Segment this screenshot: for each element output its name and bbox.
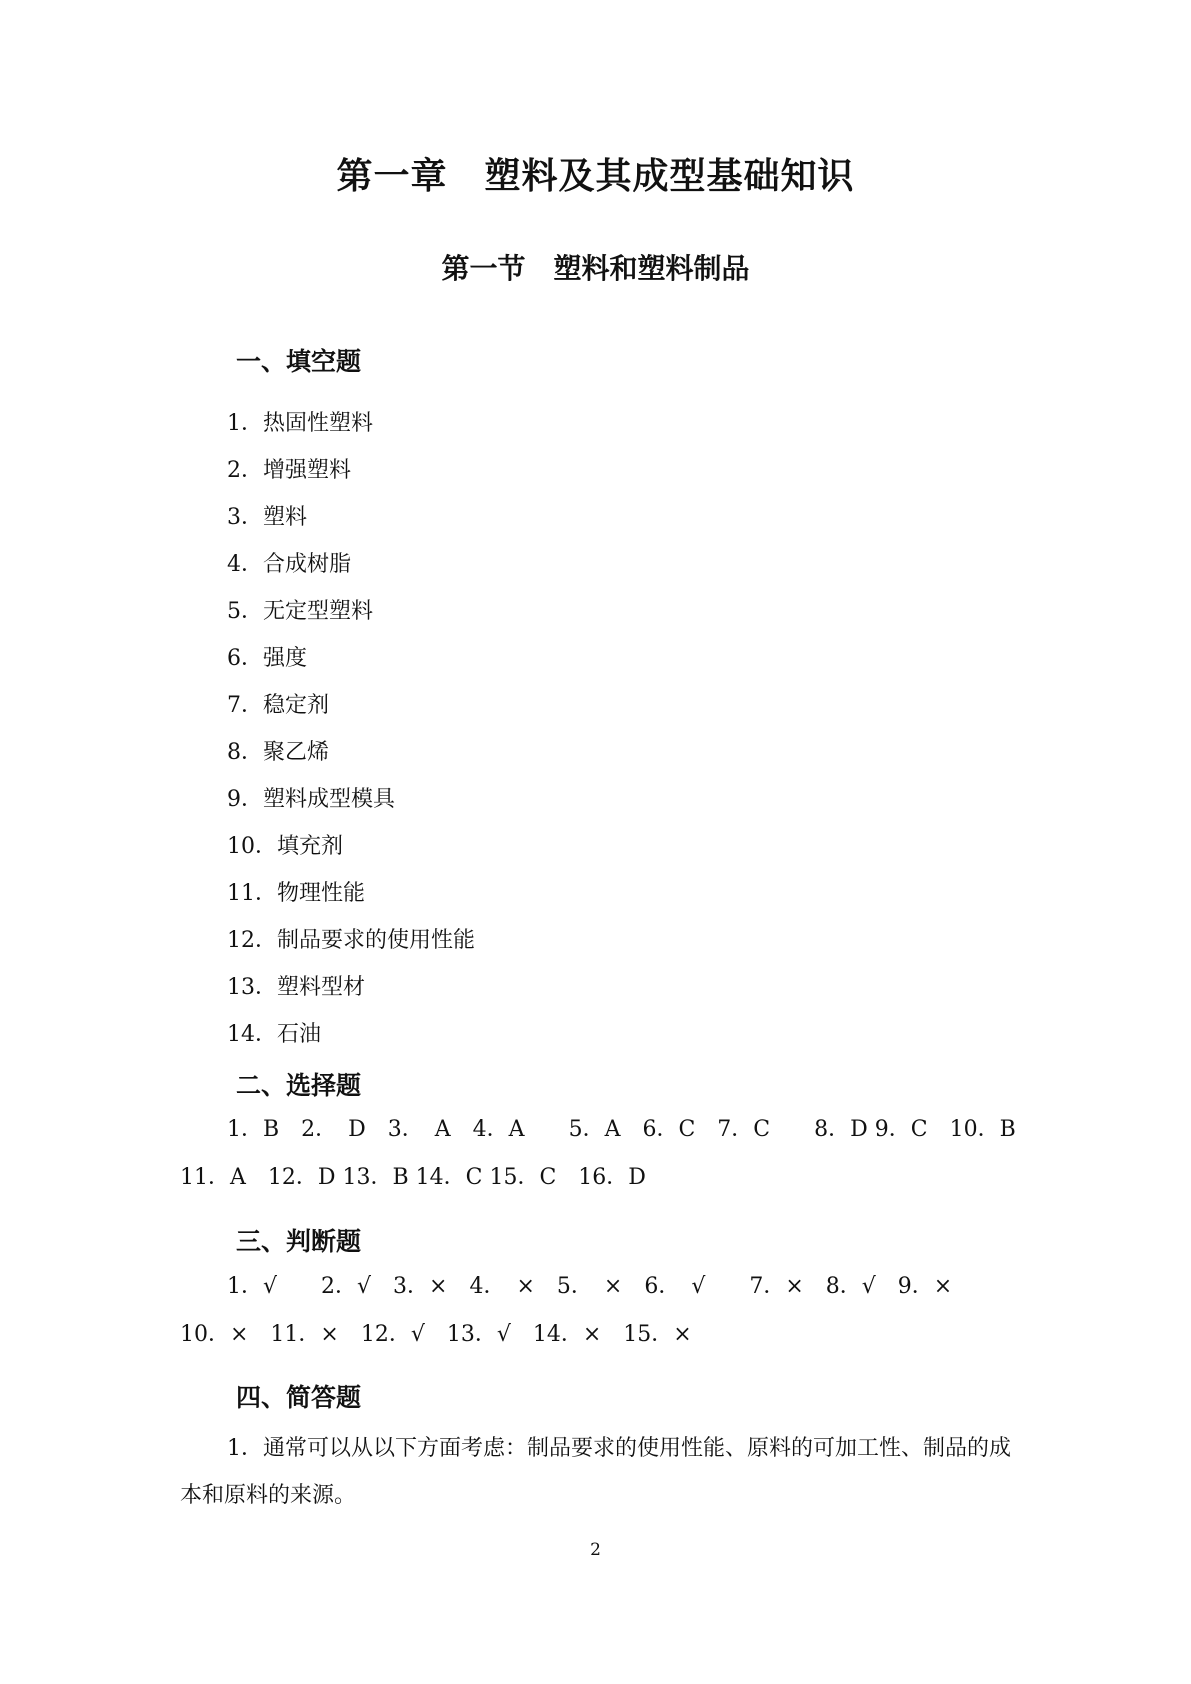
fill-in-answer: 5．无定型塑料 (227, 599, 373, 624)
choice-heading: 二、选择题 (236, 1071, 362, 1100)
judge-answers-line-2: 10．× 11．× 12．√ 13．√ 14．× 15．× (180, 1322, 692, 1347)
fill-in-answer: 11．物理性能 (227, 881, 365, 906)
fill-in-answer: 8．聚乙烯 (227, 740, 329, 765)
short-answer-item: 1．通常可以从以下方面考虑：制品要求的使用性能、原料的可加工性、制品的成本和原料的来源。 (180, 1436, 1011, 1508)
fill-in-answer: 14．石油 (227, 1022, 321, 1047)
choice-answers-line-1: 1．B 2． D 3． A 4．A 5．A 6．C 7．C 8．D 9．C 10．B (227, 1117, 1016, 1142)
fill-in-answer: 7．稳定剂 (227, 693, 329, 718)
choice-answers-line-2: 11．A 12．D 13．B 14．C 15．C 16．D (180, 1165, 646, 1190)
page-number: 2 (590, 1540, 601, 1560)
judge-answers-line-1: 1．√ 2．√ 3．× 4． × 5． × 6． √ 7．× 8．√ 9．× (227, 1274, 953, 1299)
judge-heading: 三、判断题 (236, 1227, 362, 1256)
chapter-title: 第一章 塑料及其成型基础知识 (336, 156, 855, 197)
section-title: 第一节 塑料和塑料制品 (441, 252, 750, 285)
fill-in-answer: 12．制品要求的使用性能 (227, 928, 475, 953)
fill-in-answer: 4．合成树脂 (227, 552, 351, 577)
fill-in-answer: 13．塑料型材 (227, 975, 365, 1000)
short-answer-heading: 四、简答题 (236, 1383, 362, 1412)
fill-in-answer: 2．增强塑料 (227, 458, 351, 483)
fill-in-answer-list (227, 400, 475, 1058)
fill-in-heading: 一、填空题 (236, 347, 362, 376)
fill-in-answer: 10．填充剂 (227, 834, 343, 859)
fill-in-answer: 1．热固性塑料 (227, 411, 373, 436)
fill-in-answer: 6．强度 (227, 646, 307, 671)
fill-in-answer: 3．塑料 (227, 505, 307, 530)
fill-in-answer: 9．塑料成型模具 (227, 787, 395, 812)
